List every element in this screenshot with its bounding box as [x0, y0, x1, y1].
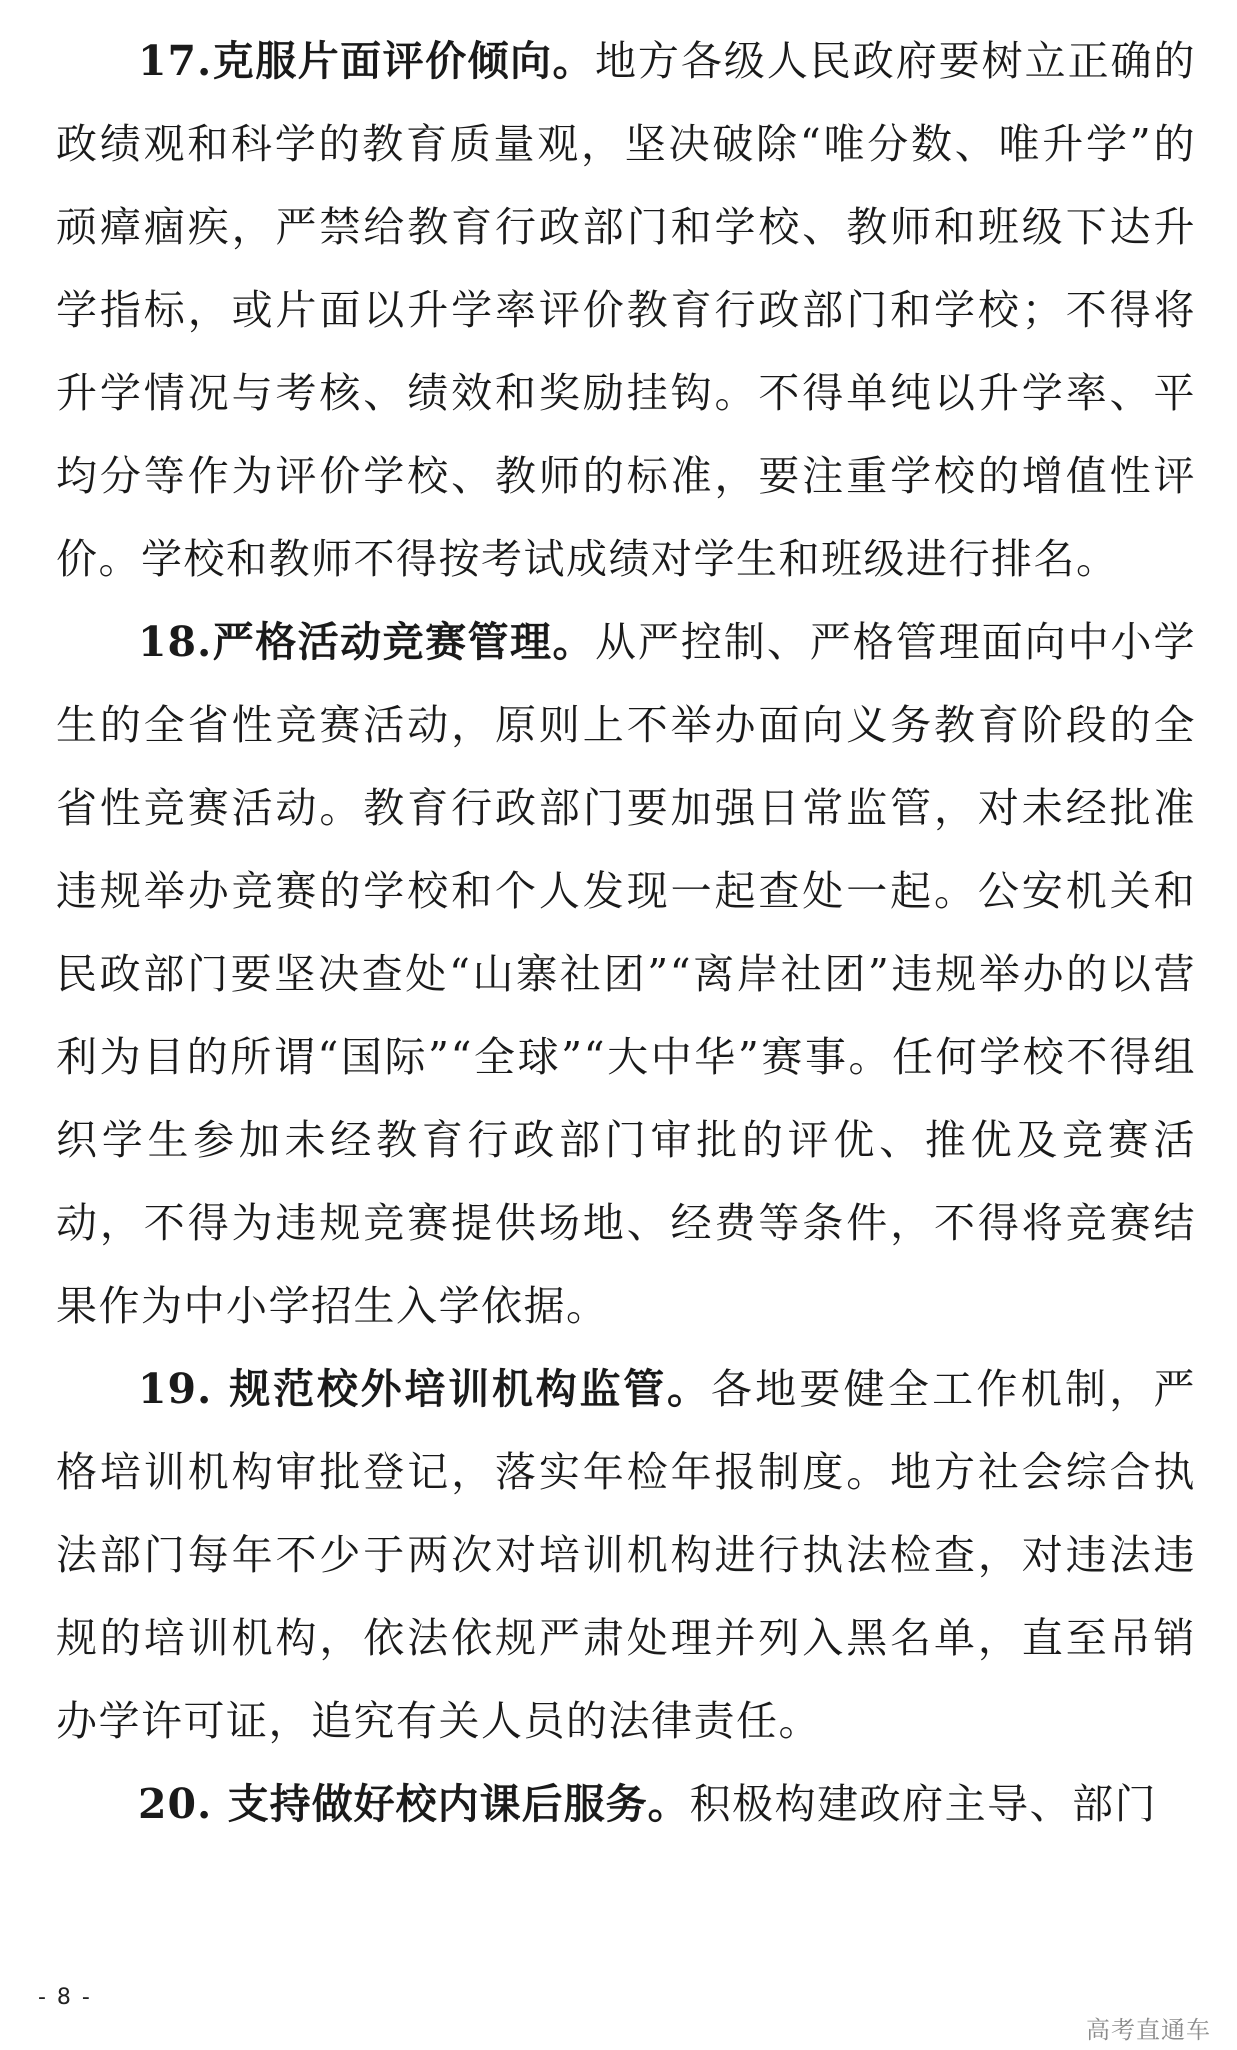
section-20-text: 积极构建政府主导、部门 [689, 1780, 1158, 1828]
document-body [56, 20, 1196, 1846]
page-number: - 8 - [38, 1985, 92, 2010]
section-18-heading: 18.严格活动竞赛管理。 [138, 618, 595, 666]
section-19 [56, 1348, 1196, 1763]
section-18 [56, 601, 1196, 1348]
section-20 [56, 1763, 1196, 1846]
section-18-text: 从严控制、严格管理面向中小学生的全省性竞赛活动，原则上不举办面向义务教育阶段的全省性竞赛活动。教育行政部门要加强日常监管，对未经批准违规举办竞赛的学校和个人发现一起查处一起。公安机关和民政部门要坚决查处“山寨社团”“离岸社团”违规举办的以营利为目的所谓“国际”“全球”“大中华”赛事。任何学校不得组织学生参加未经教育行政部门审批的评优、推优及竞赛活动，不得为违规竞赛提供场地、经费等条件，不得将竞赛结果作为中小学招生入学依据。 [56, 618, 1196, 1330]
section-17-heading: 17.克服片面评价倾向。 [138, 37, 595, 85]
watermark-text: 高考直通车 [1086, 2016, 1211, 2044]
section-19-heading: 19. 规范校外培训机构监管。 [138, 1365, 711, 1413]
section-17-text: 地方各级人民政府要树立正确的政绩观和科学的教育质量观，坚决破除“唯分数、唯升学”的顽瘴痼疾，严禁给教育行政部门和学校、教师和班级下达升学指标，或片面以升学率评价教育行政部门和学校；不得将升学情况与考核、绩效和奖励挂钩。不得单纯以升学率、平均分等作为评价学校、教师的标准，要注重学校的增值性评价。学校和教师不得按考试成绩对学生和班级进行排名。 [56, 37, 1196, 583]
section-17 [56, 20, 1196, 601]
section-20-heading: 20. 支持做好校内课后服务。 [138, 1780, 690, 1828]
section-19-text: 各地要健全工作机制，严格培训机构审批登记，落实年检年报制度。地方社会综合执法部门每年不少于两次对培训机构进行执法检查，对违法违规的培训机构，依法依规严肃处理并列入黑名单，直至吊销办学许可证，追究有关人员的法律责任。 [56, 1365, 1197, 1745]
